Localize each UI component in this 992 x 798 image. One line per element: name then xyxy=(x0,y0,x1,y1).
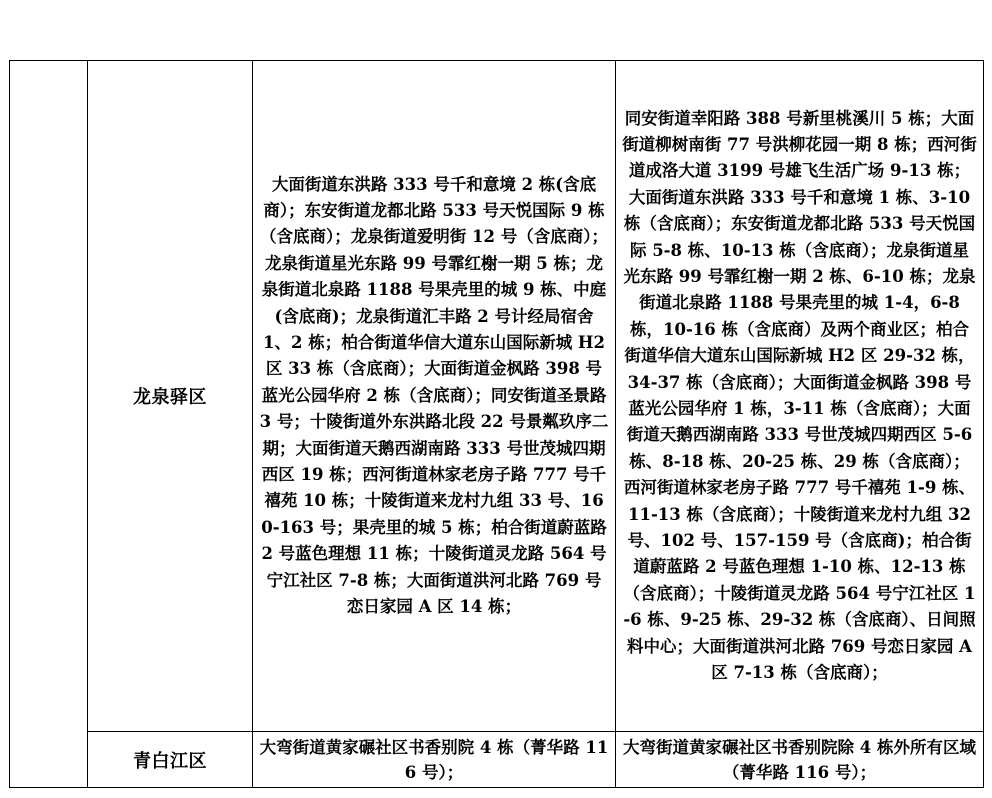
district-name: 青白江区 xyxy=(133,750,207,772)
district-cell xyxy=(88,732,253,788)
area-cell-left xyxy=(253,61,616,732)
area-list-left: 大面街道东洪路 333 号千和意境 2 栋(含底商）；东安街道龙都北路 533 号天悦国际 9 栋（含底商）；龙泉街道爱明街 12 号（含底商）；龙泉街道星光东路 99 号霏红榭一期 5 栋；龙泉街道北泉路 1188 号果壳里的城 9 栋、中庭(含底商)；龙泉街道汇丰路 2 号计经局宿舍 1、2 栋；柏合街道华信大道东山国际新城 H2 区 33 栋（含底商）；大面街道金枫路 398 号蓝光公园华府 2 栋（含底商）；同安街道圣景路 3 号；十陵街道外东洪路北段 22 号景粼玖序二期；大面街道天鹅西湖南路 333 号世茂城四期西区 19 栋；西河街道林家老房子路 777 号千禧苑 10 栋；十陵街道来龙村九组 33 号、160-163 号；果壳里的城 5 栋；柏合街道蔚蓝路 2 号蓝色理想 11 栋；十陵街道灵龙路 564 号宁江社区 7-8 栋；大面街道洪河北路 769 号恋日家园 A 区 14 栋； xyxy=(259,174,609,617)
area-cell-right xyxy=(616,732,984,788)
table-row xyxy=(10,732,984,788)
area-cell-left xyxy=(253,732,616,788)
district-name: 龙泉驿区 xyxy=(133,387,207,408)
area-cell-right xyxy=(616,61,984,732)
risk-area-table xyxy=(9,60,984,788)
blank-cell xyxy=(10,61,88,788)
area-list-right: 同安街道幸阳路 388 号新里桃溪川 5 栋；大面街道柳树南街 77 号洪柳花园一期 8 栋；西河街道成洛大道 3199 号雄飞生活广场 9-13 栋；大面街道东洪路 333 号千和意境 1 栋、3-10 栋（含底商）；东安街道龙都北路 533 号天悦国际 5-8 栋、10-13 栋（含底商）；龙泉街道星光东路 99 号霏红榭一期 2 栋、6-10 栋；龙泉街道北泉路 1188 号果壳里的城 1-4，6-8 栋，10-16 栋（含底商）及两个商业区；柏合街道华信大道东山国际新城 H2 区 29-32 栋，34-37 栋（含底商）；大面街道金枫路 398 号蓝光公园华府 1 栋，3-11 栋（含底商）；大面街道天鹅西湖南路 333 号世茂城四期西区 5-6 栋、8-18 栋、20-25 栋、29 栋（含底商）；西河街道林家老房子路 777 号千禧苑 1-9 栋、11-13 栋（含底商）；十陵街道来龙村九组 32 号、102 号、157-159 号（含底商)；柏合街道蔚蓝路 2 号蓝色理想 1-10 栋、12-13 栋（含底商）；十陵街道灵龙路 564 号宁江社区 1-6 栋、9-25 栋、29-32 栋（含底商）、日间照料中心；大面街道洪河北路 769 号恋日家园 A 区 7-13 栋（含底商）； xyxy=(622,108,977,683)
table-row xyxy=(10,61,984,732)
district-cell xyxy=(88,61,253,732)
area-list-left: 大弯街道黄家碾社区书香别院 4 栋（菁华路 116 号）； xyxy=(259,737,609,782)
area-list-right: 大弯街道黄家碾社区书香别院除 4 栋外所有区域（菁华路 116 号）； xyxy=(623,737,976,782)
